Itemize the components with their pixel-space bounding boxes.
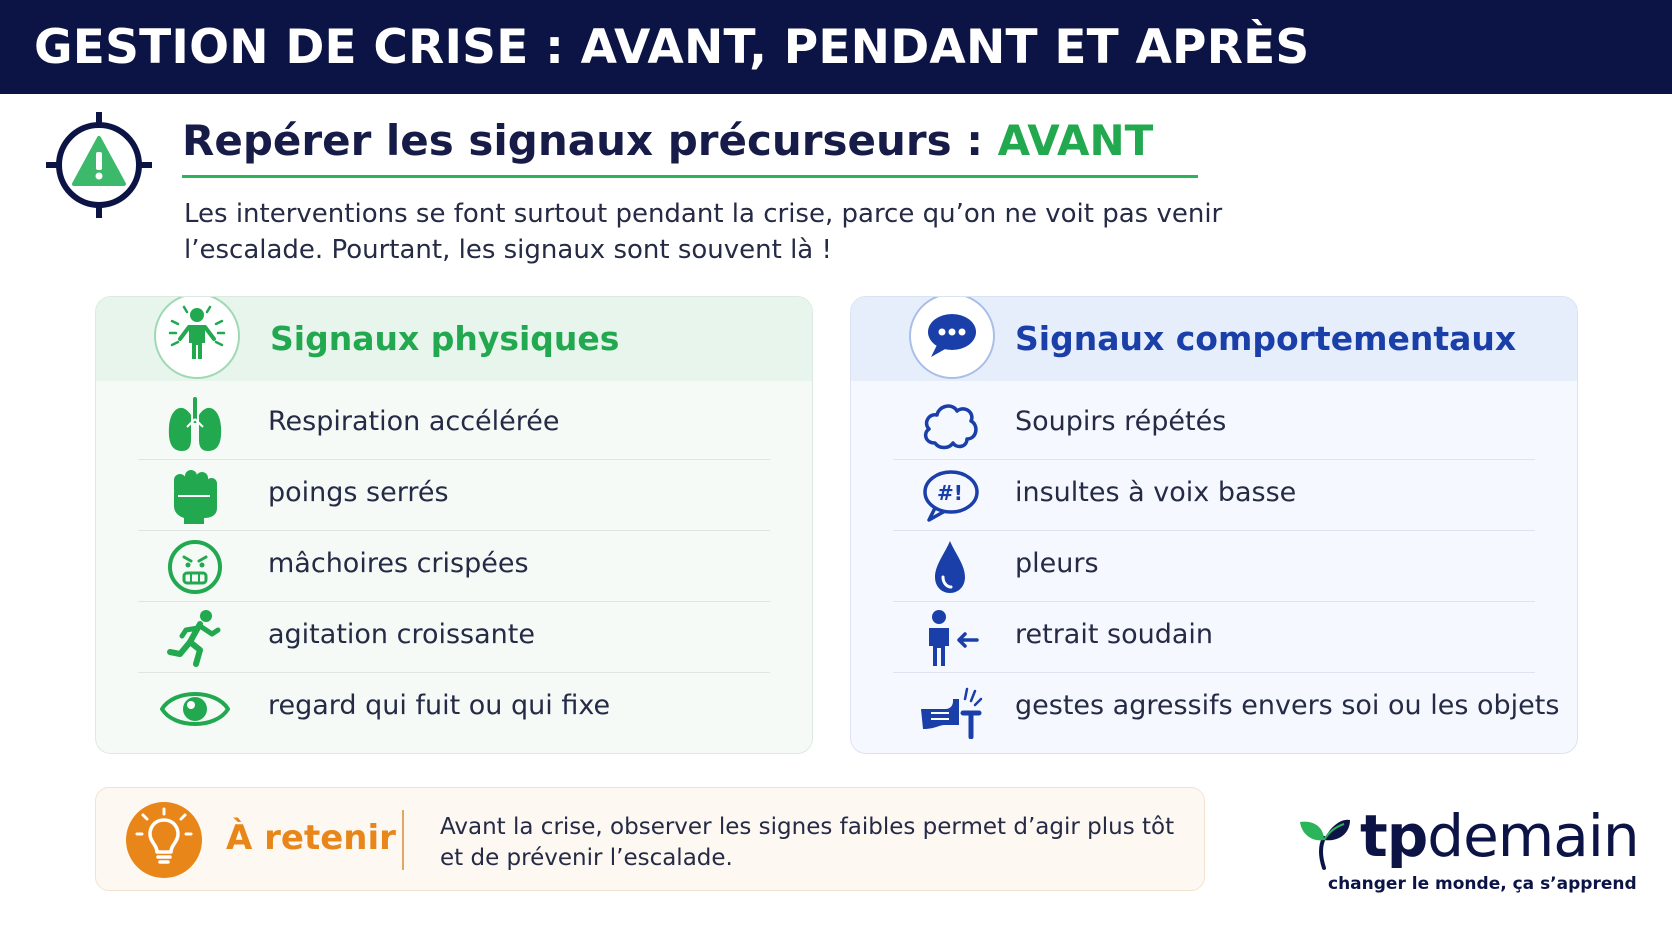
running-person-icon [160,608,230,668]
list-item [893,602,1535,673]
warning-target-icon [44,110,154,220]
list-item [138,531,770,602]
list-item [138,389,770,460]
list-item [893,389,1535,460]
speech-bubble-icon [907,296,997,381]
clenched-jaw-face-icon [160,537,230,597]
lungs-icon [160,395,230,455]
section-title-text: Repérer les signaux précurseurs : [182,116,998,165]
page-title: GESTION DE CRISE : AVANT, PENDANT ET APRÈS [34,20,1310,75]
brand-tagline: changer le monde, ça s’apprend [1328,874,1637,894]
tear-drop-icon [915,537,985,597]
swear-bubble-icon [915,466,985,526]
brand-logo [1292,796,1639,906]
behavioral-card-header [851,297,1577,381]
brand-name-bold: tp [1360,802,1428,870]
behavioral-signal-label: insultes à voix basse [1015,477,1297,508]
intro-text: Les interventions se font surtout pendant la crise, parce qu’on ne voit pas venir l’escalade. Pourtant, les signaux sont souvent là ! [184,199,1223,265]
physical-signal-label: poings serrés [268,477,449,508]
list-item [138,673,770,744]
behavioral-signal-label: retrait soudain [1015,619,1214,650]
fist-icon [160,466,230,526]
section-title [182,116,1153,165]
physical-signal-label: Respiration accélérée [268,406,560,437]
cloud-icon [915,395,985,455]
sprout-icon [1296,810,1352,874]
eye-icon [160,679,230,739]
fist-hitting-icon [915,679,985,739]
physical-card-header [96,297,812,381]
divider [402,810,404,870]
list-item [893,460,1535,531]
list-item [138,602,770,673]
withdrawing-person-icon [915,608,985,668]
behavioral-signals-card [850,296,1578,754]
behavioral-signal-label: Soupirs répétés [1015,406,1227,437]
list-item [893,673,1560,744]
lightbulb-icon [124,800,204,880]
brand-name-light: demain [1427,802,1639,870]
key-takeaway-text: Avant la crise, observer les signes faibles permet d’agir plus tôt et de prévenir l’escalade. [440,814,1175,871]
behavioral-signal-label: pleurs [1015,548,1099,579]
list-item [138,460,770,531]
key-takeaway-box [95,787,1205,891]
svg-text:#!: #! [937,481,963,505]
physical-signal-label: agitation croissante [268,619,535,650]
physical-signal-label: regard qui fuit ou qui fixe [268,690,611,721]
physical-signal-label: mâchoires crispées [268,548,529,579]
behavioral-signal-label: gestes agressifs envers soi ou les objets [1015,690,1560,721]
header-bar [0,0,1672,94]
key-takeaway-label: À retenir [226,818,396,858]
section-title-accent: AVANT [997,116,1154,165]
physical-card-title: Signaux physiques [270,319,620,358]
agitated-person-icon [152,296,242,381]
title-underline [182,175,1198,178]
behavioral-card-title: Signaux comportementaux [1015,319,1517,358]
brand-name [1360,802,1639,870]
list-item [893,531,1535,602]
physical-signals-card [95,296,813,754]
